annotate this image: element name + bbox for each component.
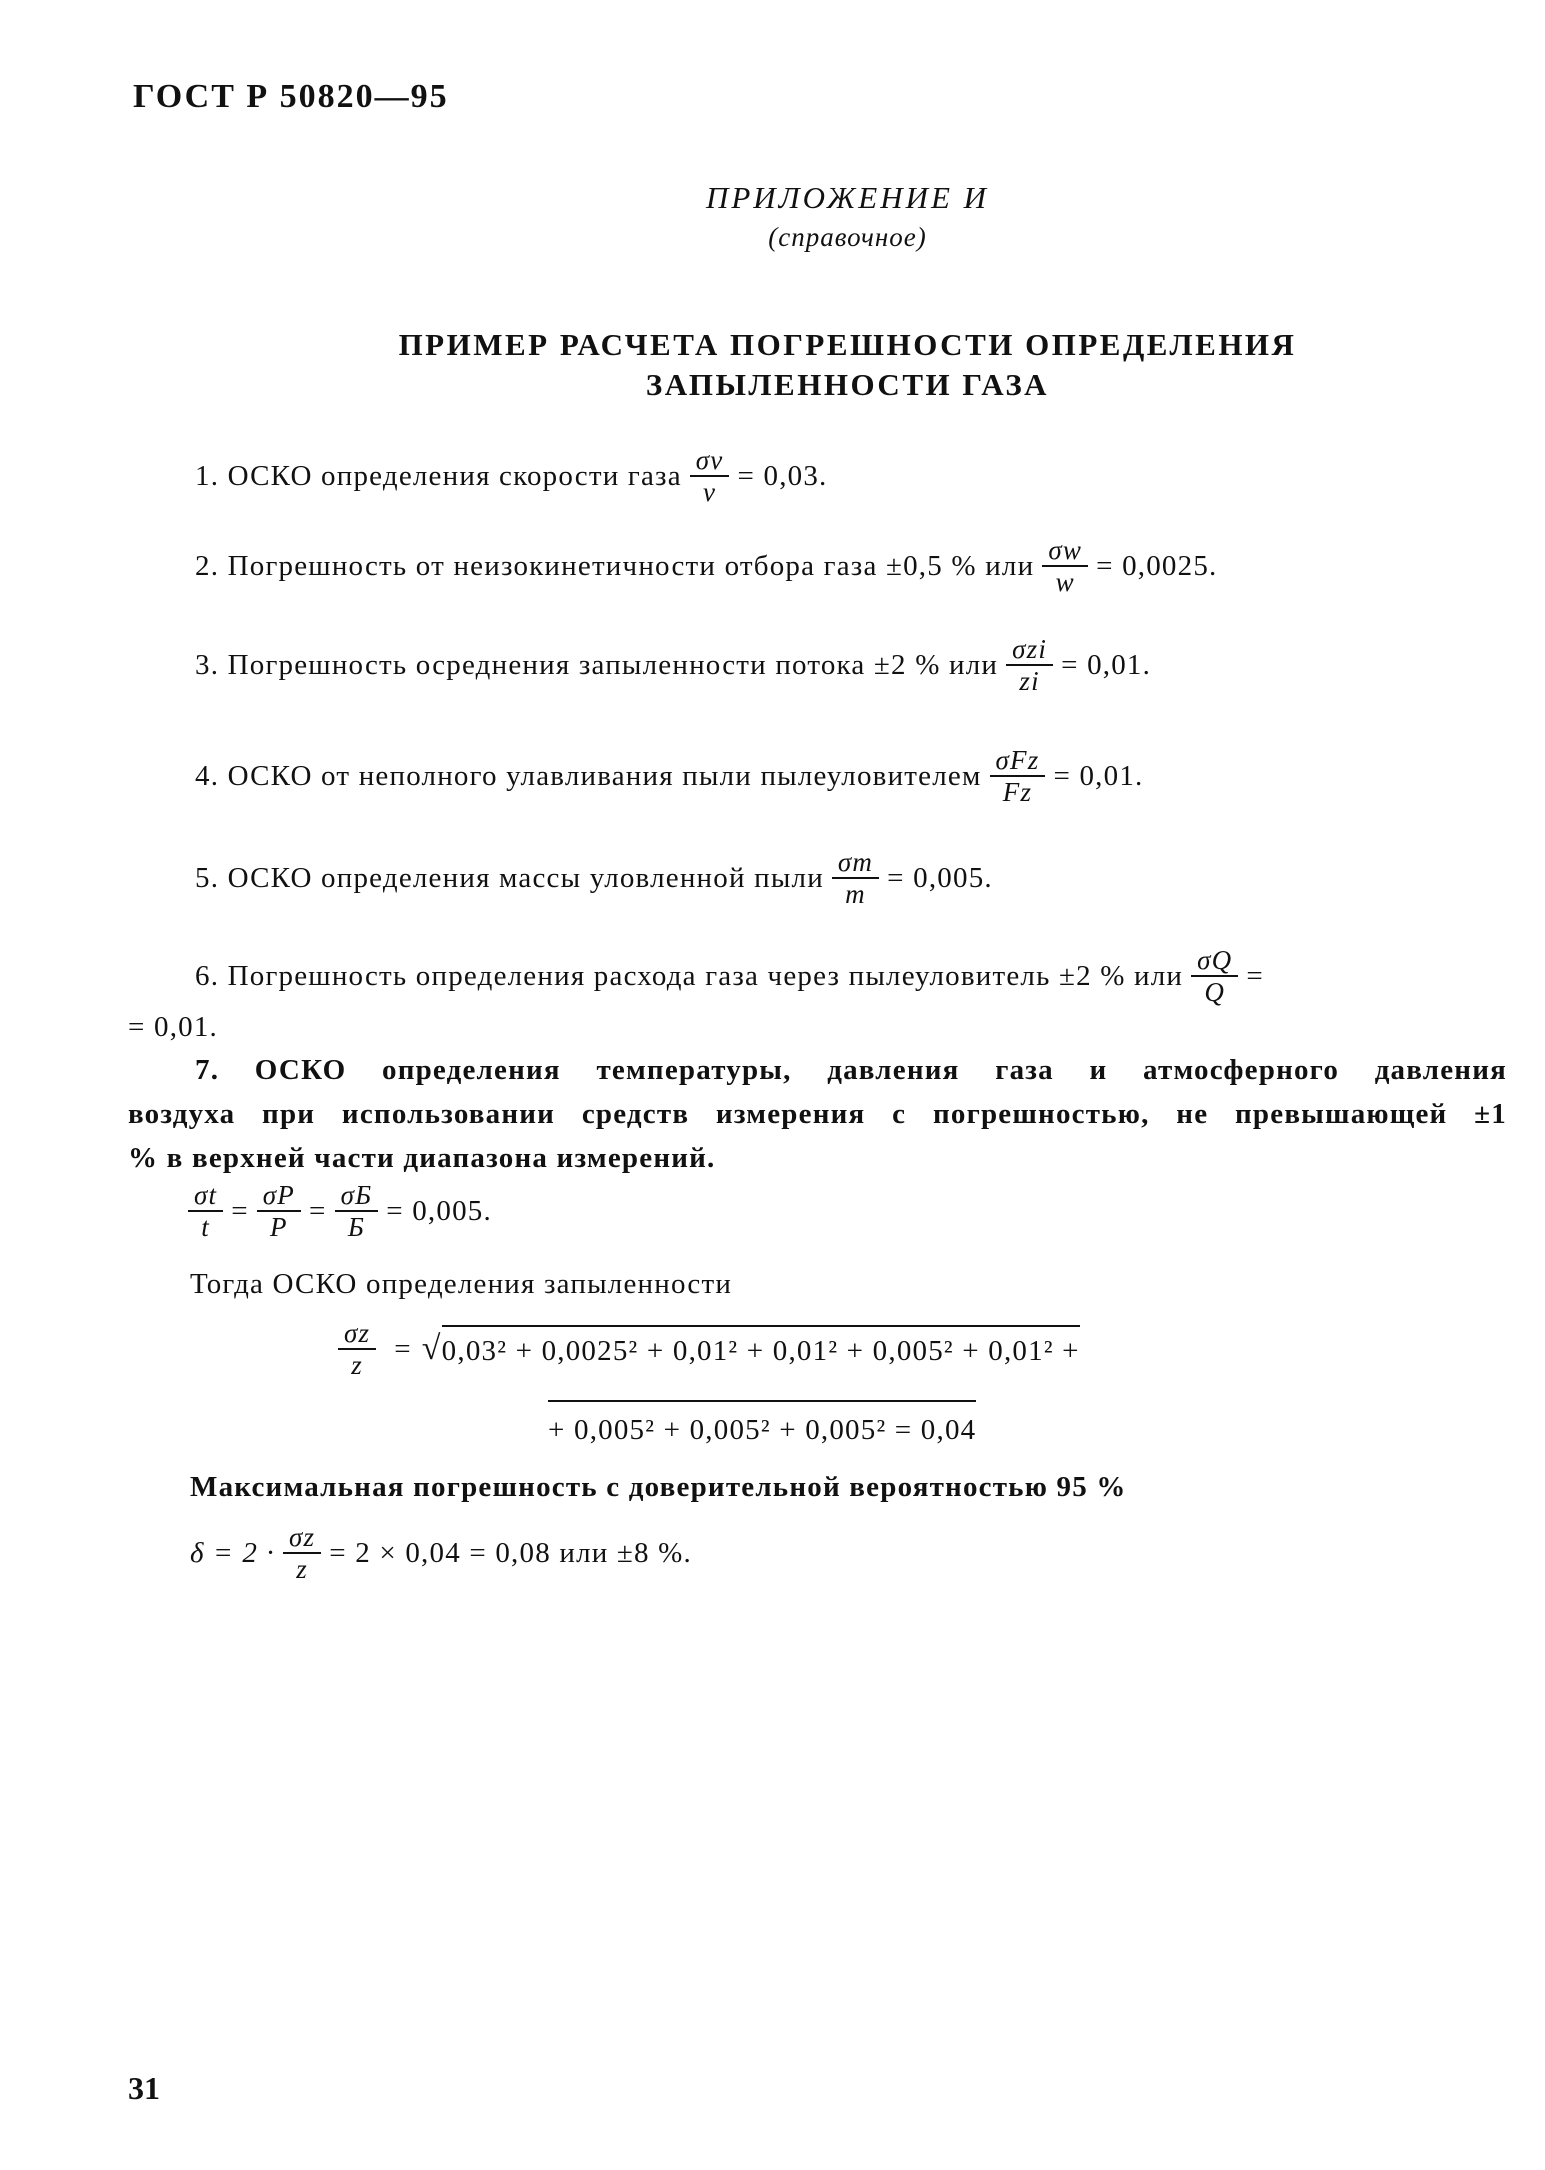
fraction-t-denominator: t: [201, 1212, 210, 1242]
equals-sign-2: =: [309, 1195, 327, 1227]
item-6: [195, 945, 1264, 1007]
max-error-text: Максимальная погрешность с доверительной вероятностью 95 %: [190, 1471, 1127, 1503]
fraction-t: [188, 1180, 223, 1242]
item-7-line1: 7. ОСКО определения температуры, давления газа и атмосферного давления: [195, 1054, 1507, 1086]
item-4-denominator: Fz: [1002, 777, 1033, 807]
item-3: [195, 634, 1151, 696]
item-1-denominator: v: [703, 477, 717, 507]
final-denominator: z: [296, 1554, 308, 1584]
item-5: [195, 847, 993, 909]
final-rhs: = 2 × 0,04 = 0,08 или ±8 %.: [329, 1537, 692, 1569]
standard-header: ГОСТ Р 50820—95: [133, 78, 449, 115]
item-5-denominator: m: [845, 879, 866, 909]
item-1: [195, 445, 828, 507]
item-1-numerator: σv: [690, 445, 730, 477]
item-1-value: = 0,03.: [737, 460, 828, 492]
fraction-b-denominator: Б: [347, 1212, 365, 1242]
final-lhs: δ = 2 ·: [190, 1537, 275, 1569]
item-6-text: 6. Погрешность определения расхода газа через пылеуловитель ±2 % или: [195, 960, 1184, 992]
doc-title-line2: ЗАПЫЛЕННОСТИ ГАЗА: [645, 367, 1050, 402]
item-2-value: = 0,0025.: [1096, 550, 1218, 582]
fraction-t-numerator: σt: [188, 1180, 223, 1212]
fraction-p-denominator: P: [270, 1212, 288, 1242]
item-2-text: 2. Погрешность от неизокинетичности отбора газа ±0,5 % или: [195, 550, 1035, 582]
item-2-numerator: σw: [1042, 535, 1088, 567]
item-6-value: =: [1246, 960, 1264, 992]
item-3-value: = 0,01.: [1061, 649, 1152, 681]
item-6-denominator: Q: [1204, 977, 1226, 1007]
item-7-formula: [180, 1180, 492, 1242]
item-5-fraction: [832, 847, 879, 909]
page-number: 31: [128, 2070, 160, 2106]
equals-sign-1: =: [231, 1195, 249, 1227]
item-6-fraction: [1191, 945, 1238, 1007]
item-3-text: 3. Погрешность осреднения запыленности потока ±2 % или: [195, 649, 999, 681]
fraction-b: [335, 1180, 379, 1242]
fraction-p: [257, 1180, 301, 1242]
total-lhs-denominator: z: [351, 1350, 363, 1380]
item-5-value: = 0,005.: [887, 862, 993, 894]
item-2-denominator: w: [1055, 567, 1075, 597]
item-7-line3: % в верхней части диапазона измерений.: [128, 1142, 716, 1174]
total-lhs-fraction: [338, 1318, 376, 1380]
item-4-text: 4. ОСКО от неполного улавливания пыли пылеуловителем: [195, 760, 982, 792]
item-4-numerator: σFz: [990, 745, 1046, 777]
item-2-fraction: [1042, 535, 1088, 597]
item-1-text: 1. ОСКО определения скорости газа: [195, 460, 682, 492]
appendix-note: (справочное): [768, 222, 927, 252]
item-4-value: = 0,01.: [1053, 760, 1144, 792]
total-formula-line1: [330, 1318, 1080, 1380]
item-3-denominator: zi: [1019, 666, 1040, 696]
total-equals: =: [394, 1333, 412, 1365]
sqrt-icon: √: [421, 1330, 442, 1367]
item-6-continuation: = 0,01.: [128, 1011, 219, 1043]
final-numerator: σz: [283, 1522, 321, 1554]
item-5-numerator: σm: [832, 847, 879, 879]
item-7-line2: воздуха при использовании средств измерения с погрешностью, не превышающей ±1: [128, 1098, 1507, 1130]
total-radicand-line2: + 0,005² + 0,005² + 0,005² = 0,04: [548, 1400, 976, 1452]
item-6-numerator: σQ: [1191, 945, 1238, 977]
item-3-numerator: σzi: [1006, 634, 1053, 666]
item-7-formula-value: = 0,005.: [386, 1195, 492, 1227]
item-2: [195, 535, 1217, 597]
final-formula: [190, 1522, 692, 1584]
total-radicand-line1: 0,03² + 0,0025² + 0,01² + 0,01² + 0,005² + 0,01² +: [442, 1325, 1080, 1373]
fraction-b-numerator: σБ: [335, 1180, 379, 1212]
fraction-p-numerator: σP: [257, 1180, 301, 1212]
item-1-fraction: [690, 445, 730, 507]
item-5-text: 5. ОСКО определения массы уловленной пыли: [195, 862, 824, 894]
total-lhs-numerator: σz: [338, 1318, 376, 1350]
item-4-fraction: [990, 745, 1046, 807]
then-text: Тогда ОСКО определения запыленности: [190, 1268, 733, 1300]
item-4: [195, 745, 1143, 807]
item-3-fraction: [1006, 634, 1053, 696]
doc-title-line1: ПРИМЕР РАСЧЕТА ПОГРЕШНОСТИ ОПРЕДЕЛЕНИЯ: [398, 327, 1297, 362]
appendix-label: ПРИЛОЖЕНИЕ И: [705, 180, 990, 215]
final-fraction: [283, 1522, 321, 1584]
